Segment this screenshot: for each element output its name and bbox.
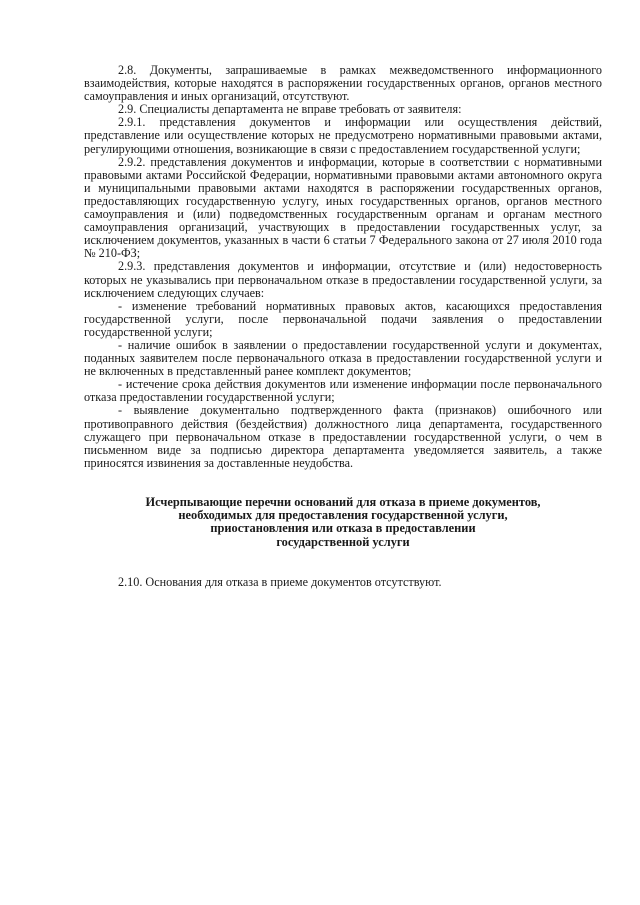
paragraph-2-9: 2.9. Специалисты департамента не вправе требовать от заявителя: (118, 102, 462, 117)
list-item-erroneous-action: - выявление документально подтвержденного факта (признаков) ошибочного или противоправного действия (бездействия) должностного лица департамента, государственного служащего при первоначальном отказе в предоставлении государственной услуги, о чем в письменном виде за подписью директора департамента уведомляется заявитель, а также приносятся извинения за доставленные неудобства. (84, 403, 602, 470)
list-item-expiry: - истечение срока действия документов или изменение информации после первоначального отказа предоставлении государственной услуги; (84, 377, 602, 405)
heading-line: государственной услуги (276, 534, 410, 549)
paragraph-2-9-1: 2.9.1. представления документов и информации или осуществления действий, представление или осуществление которых не предусмотрено нормативными правовыми актами, регулирующими отношения, возникающие в связи с предоставлением государственной услуги; (84, 115, 602, 156)
paragraph-2-9-3: 2.9.3. представления документов и информации, отсутствие и (или) недостоверность которых не указывались при первоначальном отказе в предоставлении государственной услуги, за исключением следующих случаев: (84, 259, 602, 300)
paragraph-2-10: 2.10. Основания для отказа в приеме документов отсутствуют. (118, 574, 442, 589)
heading-line: необходимых для предоставления государственной услуги, (178, 508, 508, 523)
paragraph-2-8: 2.8. Документы, запрашиваемые в рамках межведомственного информационного взаимодействия, которые находятся в распоряжении государственных органов, органов местного самоуправления и иных организаций, отсутствуют. (84, 63, 602, 104)
list-item-change-requirements: - изменение требований нормативных правовых актов, касающихся предоставления государственной услуги, после первоначальной подачи заявления о предоставлении государственной услуги; (84, 298, 602, 339)
list-item-errors-in-application: - наличие ошибок в заявлении о предоставлении государственной услуги и документах, поданных заявителем после первоначального отказа в предоставлении государственной услуги и не включенных в представленный ранее комплект документов; (84, 337, 602, 379)
body-text (84, 64, 602, 470)
heading-line: приостановления или отказа в предоставлении (210, 521, 476, 536)
paragraph-2-9-2: 2.9.2. представления документов и информации, которые в соответствии с нормативными правовыми актами Российской Федерации, нормативными правовыми актами автономного округа и муниципальными правовыми актами находятся в распоряжении государственных органов, предоставляющих государственную услугу, иных государственных органов, органов местного самоуправления и (или) подведомственных государственным органам и органам местного самоуправления организаций, участвующих в предоставлении государственных услуг, за исключением документов, указанных в части 6 статьи 7 Федерального закона от 27 июля 2010 года № 210-ФЗ; (84, 154, 602, 261)
heading-line: Исчерпывающие перечни оснований для отказа в приеме документов, (145, 494, 541, 509)
section-heading (84, 496, 602, 549)
